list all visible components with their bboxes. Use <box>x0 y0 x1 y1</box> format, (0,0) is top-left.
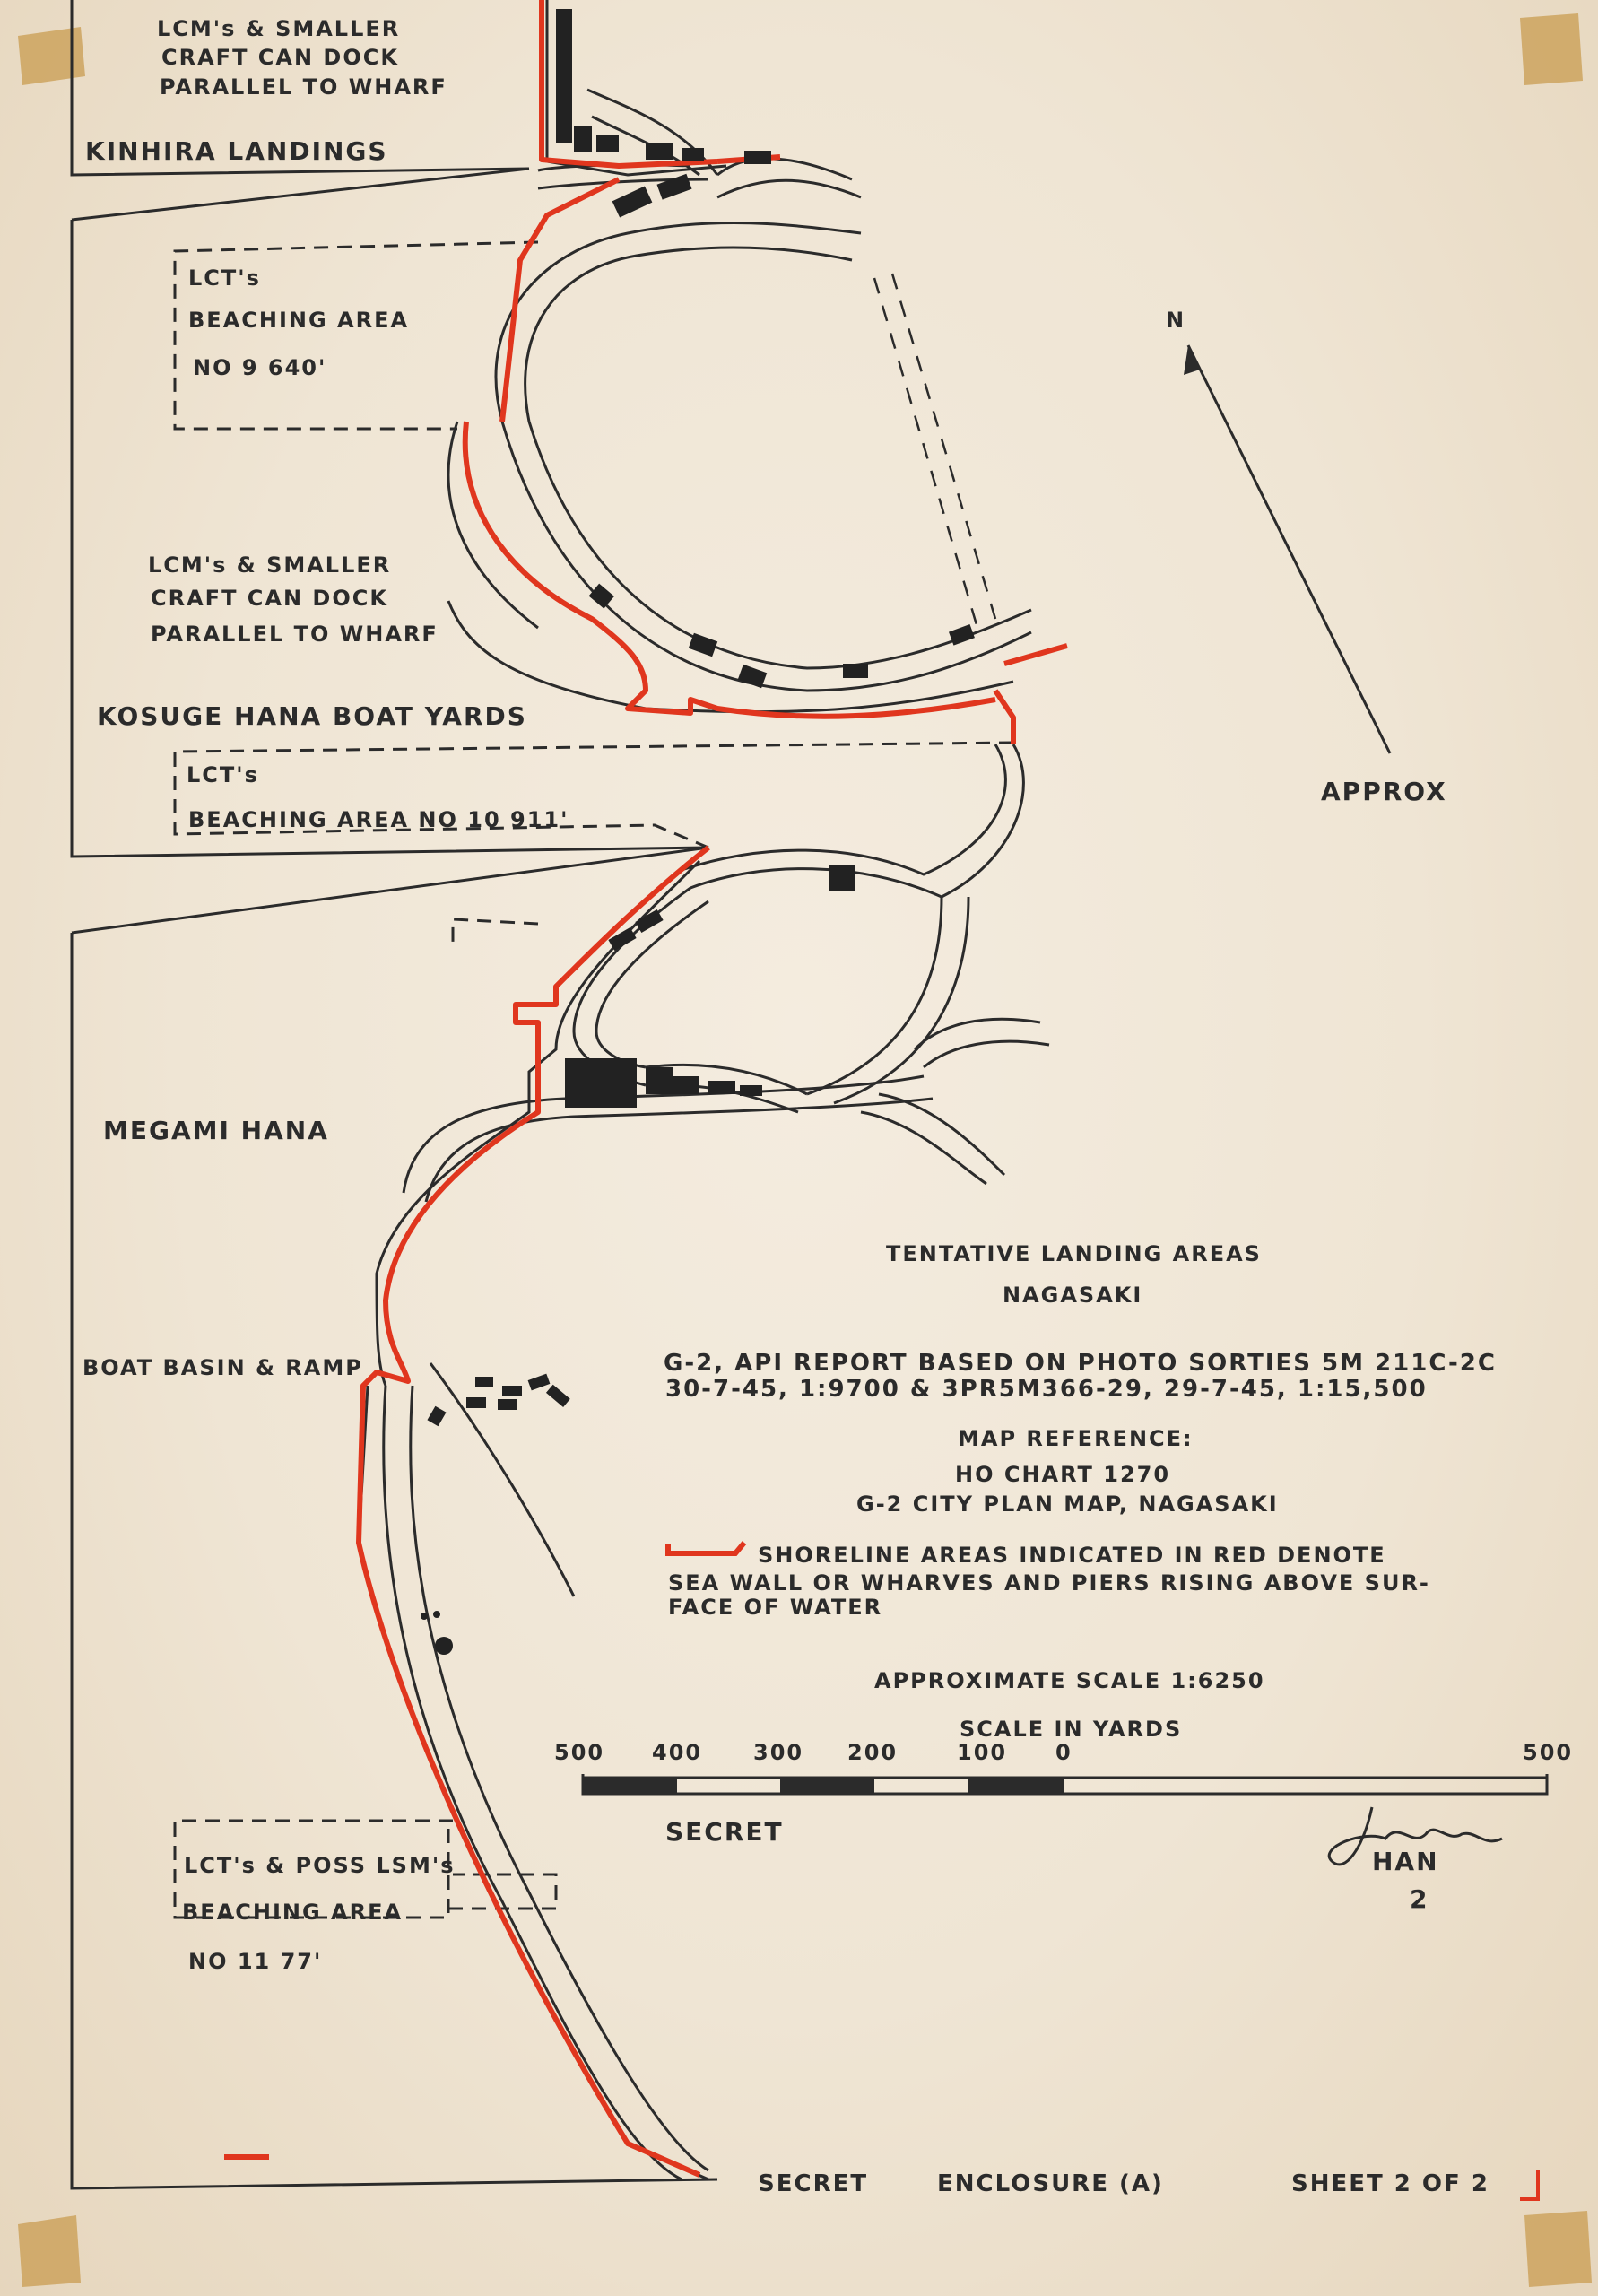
lcm-mid-line3: PARALLEL TO WHARF <box>151 622 439 647</box>
north-arrow <box>1166 308 1390 753</box>
legend-report-1: G-2, API REPORT BASED ON PHOTO SORTIES 5M 211C-2C <box>664 1350 1497 1377</box>
lct9-line2: BEACHING AREA <box>188 308 410 333</box>
scale-tick-500-left: 500 <box>554 1740 605 1765</box>
scale-tick-100: 100 <box>957 1740 1008 1765</box>
scale-tick-0: 0 <box>1055 1740 1073 1765</box>
legend-shoreline-3: FACE OF WATER <box>668 1595 883 1620</box>
lcm-top-line1: LCM's & SMALLER <box>157 16 401 41</box>
legend-subtitle: NAGASAKI <box>1003 1283 1143 1308</box>
lct11-line3: NO 11 77' <box>188 1949 323 1974</box>
scale-tick-400: 400 <box>652 1740 703 1765</box>
label-lct10 <box>187 762 569 832</box>
approx-label: APPROX <box>1321 777 1447 806</box>
breakwater <box>874 274 995 628</box>
label-lct9 <box>188 265 409 380</box>
legend-red-swatch <box>668 1543 744 1553</box>
legend-shoreline-2: SEA WALL OR WHARVES AND PIERS RISING ABOVE SUR- <box>668 1570 1430 1596</box>
secret-mid: SECRET <box>665 1817 784 1847</box>
lcm-top-line2: CRAFT CAN DOCK <box>161 45 399 70</box>
scale-tick-200: 200 <box>847 1740 899 1765</box>
label-lcm-top <box>157 16 447 100</box>
legend-approx-scale: APPROXIMATE SCALE 1:6250 <box>874 1668 1265 1693</box>
north-label: N <box>1166 308 1186 333</box>
legend-shoreline-1: SHORELINE AREAS INDICATED IN RED DENOTE <box>758 1543 1386 1568</box>
footer-enclosure: ENCLOSURE (A) <box>937 2170 1164 2197</box>
scale-tick-500-right: 500 <box>1523 1740 1574 1765</box>
legend <box>664 1241 1497 1742</box>
signature <box>1329 1807 1502 1914</box>
lct10-line2: BEACHING AREA NO 10 911' <box>188 807 569 832</box>
legend-mapref-1: MAP REFERENCE: <box>958 1426 1194 1451</box>
kinhira-label: KINHIRA LANDINGS <box>85 136 388 166</box>
lcm-mid-line2: CRAFT CAN DOCK <box>151 586 388 611</box>
footer-secret: SECRET <box>758 2170 869 2197</box>
lct11-line2: BEACHING AREA <box>182 1900 404 1925</box>
legend-title: TENTATIVE LANDING AREAS <box>886 1241 1262 1266</box>
lct11-line1: LCT's & POSS LSM's <box>184 1853 456 1878</box>
lct9-line3: NO 9 640' <box>193 355 327 380</box>
legend-report-2: 30-7-45, 1:9700 & 3PR5M366-29, 29-7-45, 1:15,500 <box>665 1376 1428 1403</box>
footer <box>758 2170 1538 2199</box>
legend-mapref-2: HO CHART 1270 <box>955 1462 1171 1487</box>
signature-number: 2 <box>1410 1884 1429 1914</box>
scale-title: SCALE IN YARDS <box>960 1717 1183 1742</box>
lct9-line1: LCT's <box>188 265 261 291</box>
lcm-top-line3: PARALLEL TO WHARF <box>160 74 447 100</box>
scale-tick-300: 300 <box>753 1740 804 1765</box>
roads <box>384 90 1049 2179</box>
scale-bar <box>554 1740 1573 1794</box>
legend-mapref-3: G-2 CITY PLAN MAP, NAGASAKI <box>856 1492 1279 1517</box>
boat-basin-label: BOAT BASIN & RAMP <box>83 1355 363 1380</box>
kosuge-label: KOSUGE HANA BOAT YARDS <box>97 701 527 731</box>
lct10-line1: LCT's <box>187 762 259 787</box>
lcm-mid-line1: LCM's & SMALLER <box>148 552 392 578</box>
megami-label: MEGAMI HANA <box>103 1116 329 1145</box>
label-lcm-mid <box>148 552 439 647</box>
label-lct11 <box>182 1853 455 1974</box>
footer-sheet: SHEET 2 OF 2 <box>1291 2170 1489 2197</box>
signature-han: HAN <box>1372 1847 1439 1876</box>
